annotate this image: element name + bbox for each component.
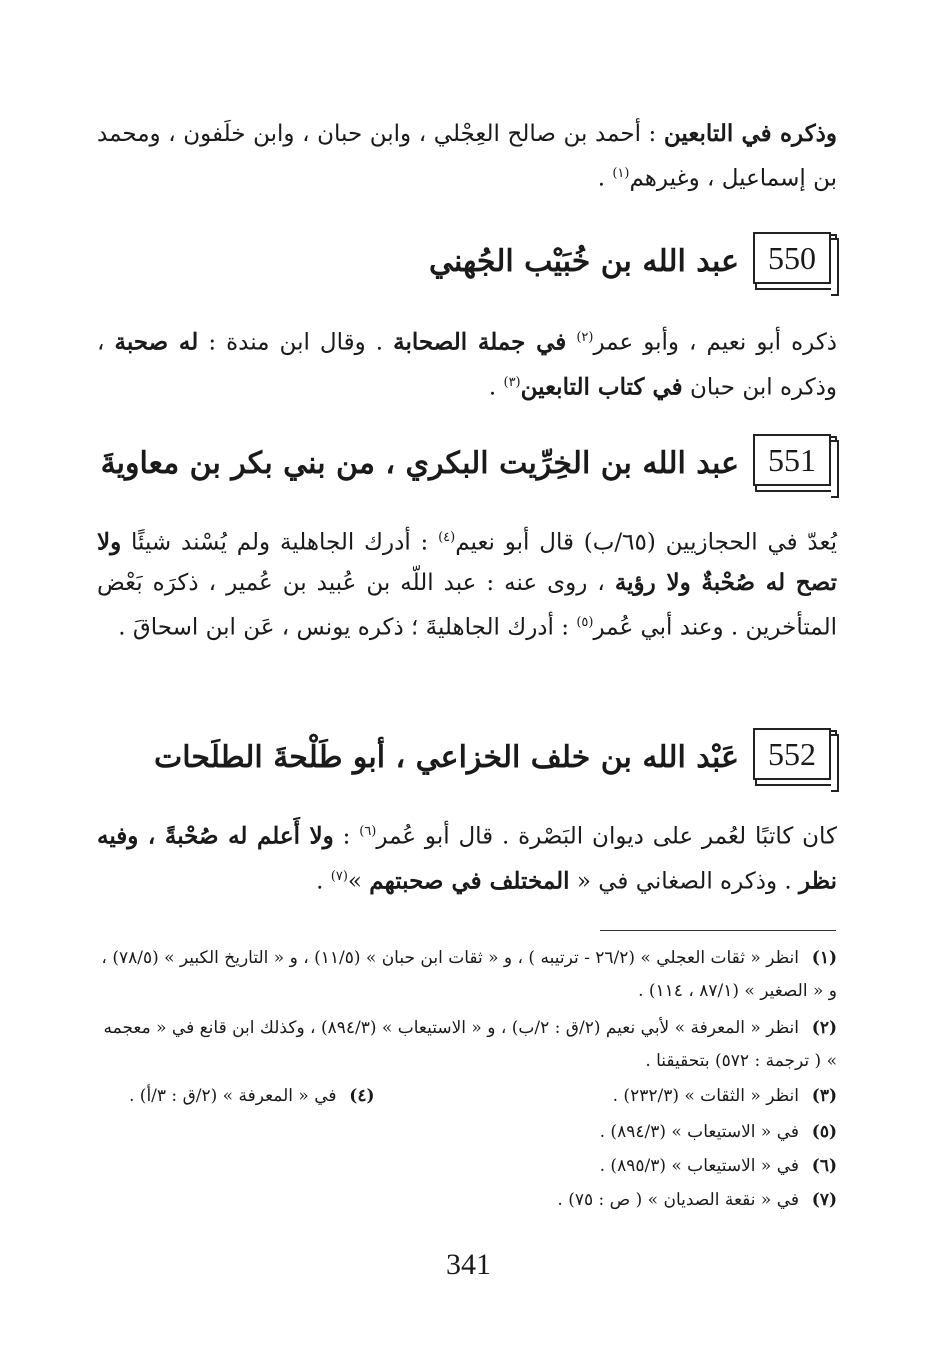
entry-paragraph-552 xyxy=(97,812,837,901)
intro-paragraph xyxy=(97,114,837,199)
intro-end: . xyxy=(597,165,606,192)
bold-run: ولا تصح له صُحْبةٌ ولا رؤية xyxy=(97,528,837,596)
entry-number: 551 xyxy=(753,434,831,486)
entry-heading-551 xyxy=(97,434,837,492)
text-run: ذكره أبو نعيم ، وأبو عمر xyxy=(593,329,838,356)
text-run: : xyxy=(342,823,351,850)
footnote-text: في « المعرفة » (٢/ق : ٣/أ) . xyxy=(129,1086,337,1106)
text-run: . وذكره الصغاني في « xyxy=(576,868,792,895)
footnote-number: (٥) xyxy=(811,1122,837,1142)
footnote-ref: (٥) xyxy=(576,614,594,630)
footnote-row-3-4 xyxy=(89,1080,837,1113)
bold-run: له صحبة xyxy=(114,328,199,356)
footnote-number: (١) xyxy=(811,948,837,968)
footnote-text: انظر « الثقات » (٢٣٢/٣) . xyxy=(612,1086,799,1106)
text-run: » xyxy=(347,868,362,895)
footnote-ref: (٧) xyxy=(330,868,348,884)
footnote-ref: (١) xyxy=(612,166,630,181)
page-number: 341 xyxy=(446,1248,491,1281)
footnote-text: في « الاستيعاب » (٨٩٥/٣) . xyxy=(599,1156,799,1176)
entry-title: عَبْد الله بن خلف الخزاعي ، أبو طَلْحةَ الطلَحات xyxy=(154,739,739,775)
entry-number-box xyxy=(753,232,837,290)
footnote-ref: (٢) xyxy=(576,330,594,345)
intro-lead: وذكره في التابعين xyxy=(663,120,837,147)
footnote-4 xyxy=(129,1080,375,1113)
entry-number: 552 xyxy=(753,728,831,780)
footnote-number: (٢) xyxy=(811,1018,837,1038)
bold-run: ولا أَعلم له صُحْبةً ، وفيه نظر xyxy=(97,822,837,895)
footnote-text: انظر « ثقات العجلي » (٢٦/٢ - ترتيبه ) ، و « ثقات ابن حبان » (١١/٥) ، و « التاريخ الكبير » (٧٨/٥) ، و « الصغير » (٨٧/١ ، ١١٤) . xyxy=(101,948,837,1001)
entry-paragraph-550 xyxy=(97,318,837,407)
footnote-text: انظر « المعرفة » لأبي نعيم (٢/ق : ٢/ب) ، و « الاستيعاب » (٨٩٤/٣) ، وكذلك ابن قانع في « معجمه » ( ترجمة : ٥٧٢) بتحقيقنا . xyxy=(103,1018,837,1071)
footnote-text: في « نقعة الصديان » ( ص : ٧٥) . xyxy=(557,1190,799,1210)
text-run: . xyxy=(316,868,324,895)
footnote-ref: (٦) xyxy=(359,824,377,839)
footnote-2 xyxy=(89,1012,837,1078)
bold-run: في كتاب التابعين xyxy=(520,373,683,401)
footnote-ref: (٣) xyxy=(503,374,521,390)
text-run: . وقال ابن مندة : xyxy=(208,329,384,356)
text-run: ، روى عنه : عبد اللّه بن عُبيد بن عُمير ، ذكرَه بَعْض المتأخرين . وعند أبي عُمر xyxy=(97,569,837,641)
entry-number-box xyxy=(753,434,837,492)
footnote-number: (٧) xyxy=(811,1190,837,1210)
footnote-5 xyxy=(89,1116,837,1149)
footnote-ref: (٤) xyxy=(438,530,456,545)
footnote-7 xyxy=(89,1184,837,1217)
footnote-number: (٣) xyxy=(811,1086,837,1106)
footnote-3 xyxy=(613,1080,837,1113)
entry-heading-552 xyxy=(97,728,837,786)
footnote-text: في « الاستيعاب » (٨٩٤/٣) . xyxy=(599,1122,799,1142)
entry-title: عبد الله بن خُبَيْب الجُهني xyxy=(429,243,739,279)
entry-heading-550 xyxy=(97,232,837,290)
text-run: ، وذكره ابن حبان xyxy=(97,329,837,401)
footnote-1 xyxy=(89,942,837,1008)
text-run: كان كاتبًا لعُمر على ديوان البَصْرة . قال أبو عُمر xyxy=(376,823,838,850)
footnote-number: (٦) xyxy=(811,1156,837,1176)
box-edge xyxy=(831,440,839,498)
text-run: : أدرك الجاهلية ولم يُسْند شيئًا xyxy=(131,529,429,556)
text-run: . xyxy=(488,374,497,401)
entry-number: 550 xyxy=(753,232,831,284)
footnote-number: (٤) xyxy=(349,1086,375,1106)
text-run: : أدرك الجاهليةَ ؛ ذكره يونس ، عَن ابن اسحاقَ . xyxy=(118,614,569,641)
box-edge xyxy=(831,734,839,792)
text-run: يُعدّ في الحجازيين (٦٥/ب) قال أبو نعيم xyxy=(455,529,838,556)
box-edge xyxy=(831,238,839,296)
footnote-separator xyxy=(600,930,836,931)
intro-text: : أحمد بن صالح العِجْلي ، وابن حبان ، وابن خلَفون ، ومحمد بن إسماعيل ، وغيرهم xyxy=(97,121,837,192)
entry-paragraph-551 xyxy=(97,518,837,647)
bold-run: المختلف في صحبتهم xyxy=(369,867,570,895)
entry-title: عبد الله بن الخِرِّيت البكري ، من بني بكر بن معاويةَ xyxy=(100,445,739,481)
bold-run: في جملة الصحابة xyxy=(393,328,567,356)
footnote-6 xyxy=(89,1150,837,1183)
entry-number-box xyxy=(753,728,837,786)
